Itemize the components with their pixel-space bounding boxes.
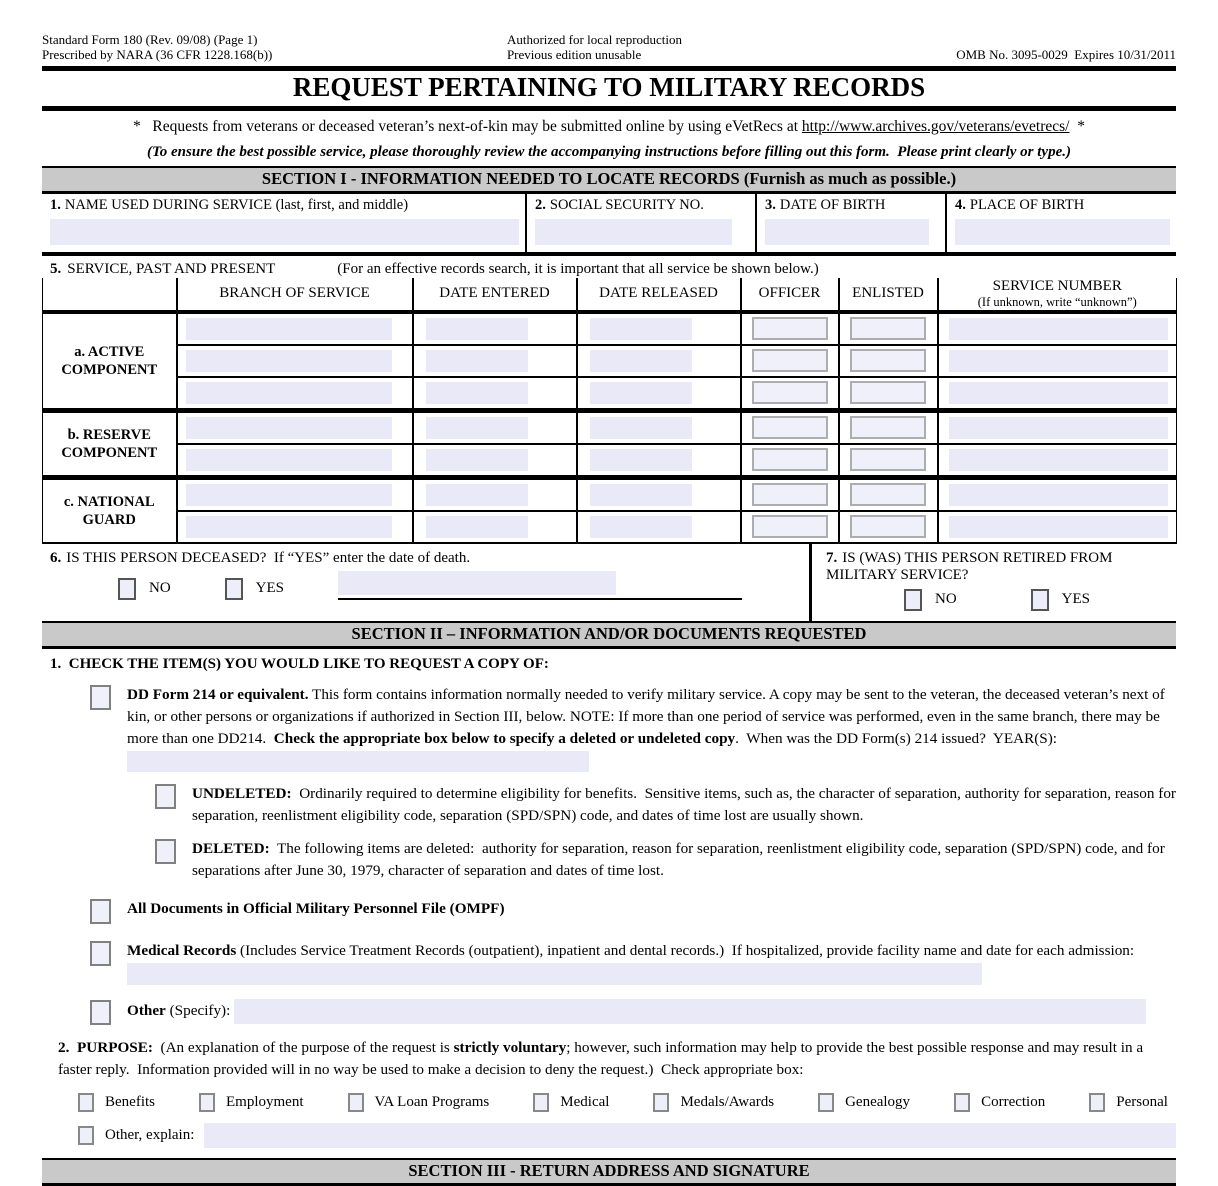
deceased-no-label: NO [149, 580, 171, 597]
reserve-date-entered-input-1[interactable] [426, 417, 528, 439]
undeleted-bold: UNDELETED: [192, 785, 292, 802]
undeleted-item [155, 783, 1180, 827]
guard-officer-checkbox-1[interactable] [752, 483, 828, 506]
deleted-bold: DELETED: [192, 840, 270, 858]
field1-number: 1. [50, 196, 61, 213]
other-explain-input[interactable] [204, 1123, 1176, 1148]
medical-records-item [90, 940, 1176, 985]
guard-date-released-input-1[interactable] [590, 484, 692, 506]
service-table [42, 278, 1177, 544]
guard-enlisted-checkbox-2[interactable] [850, 515, 926, 538]
reserve-enlisted-checkbox-2[interactable] [850, 448, 926, 471]
form-number-line: Standard Form 180 (Rev. 09/08) (Page 1) [42, 32, 258, 47]
reserve-date-entered-input-2[interactable] [426, 449, 528, 471]
reserve-service-number-input-1[interactable] [949, 417, 1169, 439]
q7-number: 7. [826, 549, 838, 566]
field1-label: NAME USED DURING SERVICE (last, first, and middle) [64, 196, 409, 213]
field-pob [945, 194, 1176, 252]
other-request-checkbox[interactable] [90, 1000, 111, 1025]
active-service-number-input-3[interactable] [949, 382, 1169, 404]
medical-purpose-checkbox[interactable] [533, 1093, 549, 1112]
table-row [43, 377, 1177, 411]
medals-awards-label: Medals/Awards [680, 1093, 775, 1110]
enlisted-header: ENLISTED [839, 278, 938, 312]
personal-label: Personal [1116, 1093, 1168, 1110]
ompf-item [90, 898, 1176, 924]
medical-checkbox[interactable] [90, 941, 111, 966]
retired-yes-checkbox[interactable] [1031, 589, 1049, 611]
instruction-note: (To ensure the best possible service, please thoroughly review the accompanying instructions before filling out this form. Please print clearly or type.) [146, 143, 1071, 160]
group-label-reserve: b. RESERVE COMPONENT [43, 410, 177, 477]
officer-header: OFFICER [741, 278, 839, 312]
date-entered-header: DATE ENTERED [413, 278, 577, 312]
table-row [43, 312, 1177, 345]
identity-fields-row [42, 194, 1176, 256]
active-branch-input-2[interactable] [186, 350, 392, 372]
other-bold: Other [127, 1001, 166, 1019]
deleted-text: The following items are deleted: authority for separation, reason for separation, reenlistment eligibility code, separation (SPD/SPN) code, and for separations after June 30, 1979, character of separation and dates of time lost. [192, 840, 1169, 880]
purpose-text-1: (An explanation of the purpose of the request is [152, 1038, 454, 1056]
service-number-header: SERVICE NUMBER (If unknown, write “unknown”) [938, 278, 1177, 312]
previous-edition-line: Previous edition unusable [506, 46, 642, 62]
deceased-no-checkbox[interactable] [118, 578, 136, 600]
deleted-item [155, 838, 1176, 882]
reserve-officer-checkbox-1[interactable] [752, 416, 828, 439]
purpose-paragraph [42, 1037, 1176, 1081]
purpose-options-row [78, 1093, 1168, 1112]
other-explain-row [78, 1123, 1176, 1148]
active-date-entered-input-3[interactable] [426, 382, 528, 404]
section2-header: SECTION II – INFORMATION AND/OR DOCUMENTS REQUESTED [42, 621, 1176, 649]
guard-service-number-input-1[interactable] [949, 484, 1169, 506]
name-used-input[interactable] [50, 219, 519, 245]
active-enlisted-checkbox-3[interactable] [850, 381, 926, 404]
reserve-branch-input-2[interactable] [186, 449, 392, 471]
form-id-block [42, 33, 507, 63]
active-date-entered-input-1[interactable] [426, 318, 528, 340]
active-date-released-input-3[interactable] [590, 382, 692, 404]
correction-label: Correction [981, 1093, 1046, 1110]
deceased-yes-label: YES [255, 580, 285, 597]
purpose-text-2: ; however, such information may help to provide the best possible response and may result in a faster reply. Information provided will in no way be used to make a decision to deny the request.) Check appropriate box: [58, 1038, 1147, 1078]
branch-header: BRANCH OF SERVICE [177, 278, 413, 312]
dd214-text-2: . When was the DD Form(s) 214 issued? YEAR(S): [735, 729, 1061, 747]
evetrecs-line [42, 111, 1176, 137]
active-officer-checkbox-3[interactable] [752, 381, 828, 404]
form-title: REQUEST PERTAINING TO MILITARY RECORDS [42, 66, 1176, 111]
dd214-years-input[interactable] [127, 751, 589, 772]
other-explain-checkbox[interactable] [78, 1126, 94, 1145]
group-label-active: a. ACTIVE COMPONENT [61, 343, 158, 378]
question-retired [812, 544, 1176, 621]
reserve-officer-checkbox-2[interactable] [752, 448, 828, 471]
reserve-date-released-input-2[interactable] [590, 449, 692, 471]
medical-facility-input[interactable] [127, 963, 982, 985]
section3-header: SECTION III - RETURN ADDRESS AND SIGNATURE [42, 1158, 1176, 1186]
form-page [42, 0, 1180, 1186]
evetrecs-text-suffix: * [1069, 117, 1085, 135]
guard-branch-input-1[interactable] [186, 484, 392, 506]
table-row [43, 410, 1177, 444]
item5-heading [42, 256, 1176, 278]
active-date-entered-input-2[interactable] [426, 350, 528, 372]
dd214-bold-note: Check the appropriate box below to specify a deleted or undeleted copy [273, 729, 736, 747]
date-of-death-input[interactable] [338, 571, 616, 595]
active-branch-input-3[interactable] [186, 382, 392, 404]
undeleted-text: Ordinarily required to determine eligibility for benefits. Sensitive items, such as, the character of separation, authority for separation, reason for separation, reenlistment eligibility code, separation (SPD/SPN) code, and dates of time lost are usually shown. [192, 785, 1180, 825]
group-label-guard: c. NATIONAL GUARD [43, 477, 177, 543]
medical-purpose-label: Medical [560, 1093, 610, 1110]
date-released-header: DATE RELEASED [577, 278, 741, 312]
other-request-item [90, 999, 1176, 1025]
field2-label: SOCIAL SECURITY NO. [549, 196, 704, 213]
undeleted-checkbox[interactable] [155, 784, 176, 809]
ompf-bold: All Documents in Official Military Personnel File (OMPF) [127, 900, 505, 918]
active-date-released-input-2[interactable] [590, 350, 692, 372]
retired-yes-label: YES [1061, 591, 1090, 608]
field2-number: 2. [535, 196, 546, 213]
retired-no-label: NO [934, 591, 957, 608]
dd214-bold-title: DD Form 214 or equivalent. [127, 685, 309, 703]
medical-bold: Medical Records [127, 942, 237, 960]
active-service-number-input-2[interactable] [949, 350, 1169, 372]
va-loan-label: VA Loan Programs [374, 1093, 490, 1110]
field4-number: 4. [955, 196, 966, 213]
reserve-service-number-input-2[interactable] [949, 449, 1169, 471]
date-of-death-underline [338, 571, 742, 600]
reserve-branch-input-1[interactable] [186, 417, 392, 439]
field4-label: PLACE OF BIRTH [969, 196, 1085, 213]
deleted-checkbox[interactable] [155, 839, 176, 864]
guard-branch-input-2[interactable] [186, 516, 392, 538]
active-enlisted-checkbox-1[interactable] [850, 317, 926, 340]
medical-text: (Includes Service Treatment Records (outpatient), inpatient and dental records.) If hospitalized, provide facility name and date for each admission: [236, 942, 1138, 960]
dob-input[interactable] [765, 219, 929, 245]
ompf-checkbox[interactable] [90, 899, 111, 924]
purpose-bold-heading: 2. PURPOSE: [58, 1038, 153, 1056]
other-text: (Specify): [165, 1001, 235, 1019]
section1-header: SECTION I - INFORMATION NEEDED TO LOCATE RECORDS (Furnish as much as possible.) [42, 166, 1176, 194]
genealogy-checkbox[interactable] [818, 1093, 834, 1112]
active-service-number-input-1[interactable] [949, 318, 1169, 340]
item5-label: SERVICE, PAST AND PRESENT [67, 260, 276, 277]
guard-officer-checkbox-2[interactable] [752, 515, 828, 538]
active-branch-input-1[interactable] [186, 318, 392, 340]
correction-checkbox[interactable] [954, 1093, 970, 1112]
item5-note: (For an effective records search, it is important that all service be shown below.) [337, 260, 819, 277]
other-explain-label: Other, explain: [105, 1126, 195, 1143]
omb-number: OMB No. 3095-0029 Expires 10/31/2011 [956, 46, 1176, 62]
guard-date-entered-input-1[interactable] [426, 484, 528, 506]
medals-awards-checkbox[interactable] [653, 1093, 669, 1112]
active-officer-checkbox-1[interactable] [752, 317, 828, 340]
guard-date-released-input-2[interactable] [590, 516, 692, 538]
table-row [43, 511, 1177, 543]
q6-text: IS THIS PERSON DECEASED? If “YES” enter the date of death. [66, 549, 471, 566]
pob-input[interactable] [955, 219, 1170, 245]
va-loan-checkbox[interactable] [348, 1093, 364, 1112]
ssn-input[interactable] [535, 219, 732, 245]
table-row [43, 345, 1177, 377]
benefits-label: Benefits [105, 1093, 155, 1110]
active-enlisted-checkbox-2[interactable] [850, 349, 926, 372]
benefits-checkbox[interactable] [78, 1093, 94, 1112]
service-table-header-row [43, 278, 1177, 312]
question-deceased [42, 544, 812, 621]
section2-item1-heading: 1. CHECK THE ITEM(S) YOU WOULD LIKE TO REQUEST A COPY OF: [50, 655, 549, 672]
genealogy-label: Genealogy [845, 1093, 911, 1110]
field3-number: 3. [765, 196, 776, 213]
reserve-date-released-input-1[interactable] [590, 417, 692, 439]
corner-cell [43, 278, 177, 312]
dd214-text-1: This form contains information normally needed to verify military service. A copy may be sent to the veteran, the deceased veteran’s next of kin, or other persons or organizations if authorized in Section III, below. NOTE: If more than one period of service was performed, even in the same branch, there may be more than one DD214. [127, 685, 1169, 747]
dd214-item [90, 684, 1176, 772]
prescribed-by-line: Prescribed by NARA (36 CFR 1228.168(b)) [42, 46, 273, 62]
other-specify-input[interactable] [234, 999, 1146, 1024]
field-ssn [525, 194, 755, 252]
retired-no-checkbox[interactable] [904, 589, 922, 611]
form-meta-header [42, 33, 1176, 63]
evetrecs-link[interactable]: http://www.archives.gov/veterans/evetrecs/ [801, 117, 1070, 135]
guard-service-number-input-2[interactable] [949, 516, 1169, 538]
personal-checkbox[interactable] [1089, 1093, 1105, 1112]
guard-enlisted-checkbox-1[interactable] [850, 483, 926, 506]
table-row [43, 477, 1177, 511]
reserve-enlisted-checkbox-1[interactable] [850, 416, 926, 439]
service-number-subheader: (If unknown, write “unknown”) [977, 294, 1137, 309]
reproduction-note-block [507, 33, 956, 63]
active-date-released-input-1[interactable] [590, 318, 692, 340]
deceased-yes-checkbox[interactable] [225, 578, 243, 600]
employment-checkbox[interactable] [199, 1093, 215, 1112]
q7-text: IS (WAS) THIS PERSON RETIRED FROM MILITARY SERVICE? [826, 549, 1117, 583]
item5-number: 5. [50, 260, 62, 277]
field3-label: DATE OF BIRTH [779, 196, 886, 213]
purpose-bold-voluntary: strictly voluntary [453, 1038, 567, 1056]
employment-label: Employment [226, 1093, 304, 1110]
active-officer-checkbox-2[interactable] [752, 349, 828, 372]
dd214-checkbox[interactable] [90, 685, 111, 710]
evetrecs-text-prefix: * Requests from veterans or deceased veteran’s next-of-kin may be submitted online by using eVetRecs at [133, 117, 802, 135]
guard-date-entered-input-2[interactable] [426, 516, 528, 538]
q6-number: 6. [50, 549, 62, 566]
table-row [43, 444, 1177, 478]
field-dob [755, 194, 945, 252]
authorized-line: Authorized for local reproduction [506, 32, 683, 47]
questions-6-7-row [42, 544, 1176, 621]
field-name-used [42, 194, 525, 252]
